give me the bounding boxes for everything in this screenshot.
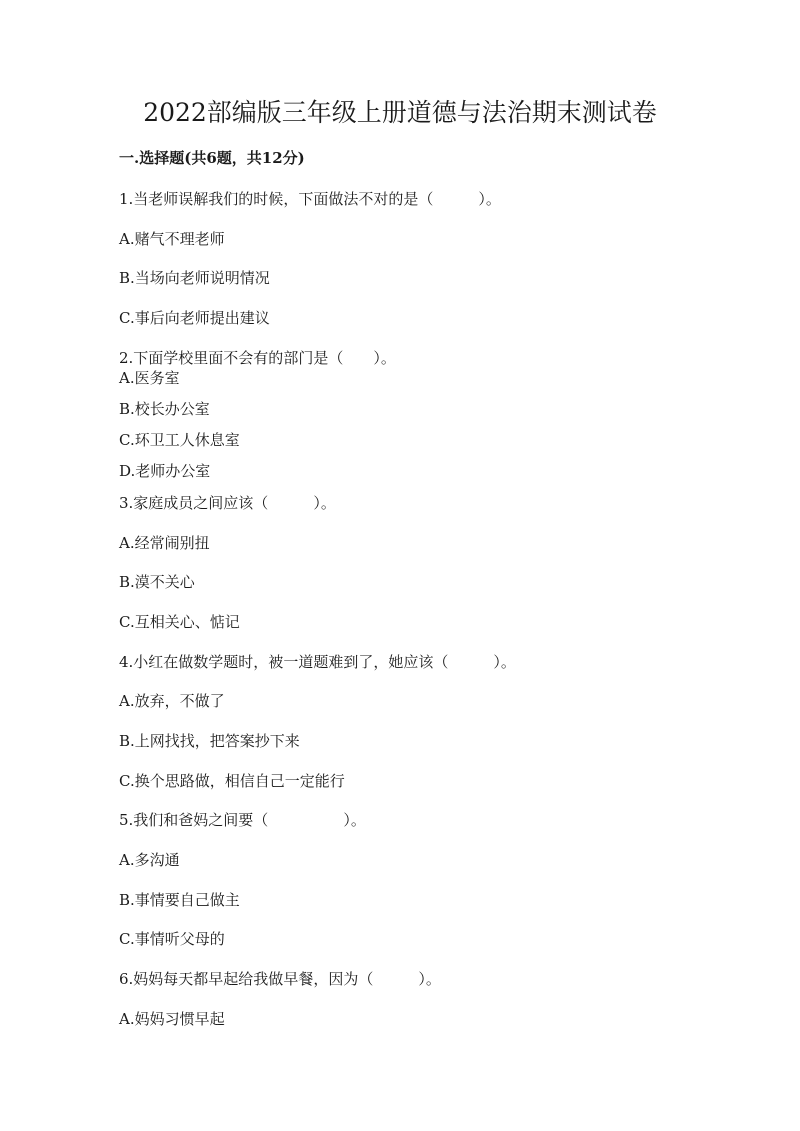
question-3-option-b: B.漠不关心 bbox=[119, 573, 195, 591]
question-4-option-b: B.上网找找，把答案抄下来 bbox=[119, 732, 300, 750]
question-5-stem: 5.我们和爸妈之间要（ ）。 bbox=[119, 811, 366, 829]
question-4-stem: 4.小红在做数学题时，被一道题难到了，她应该（ ）。 bbox=[119, 653, 516, 671]
question-5-option-b: B.事情要自己做主 bbox=[119, 891, 240, 909]
section-heading: 一.选择题(共6题，共12分) bbox=[119, 149, 305, 167]
question-1-option-a: A.赌气不理老师 bbox=[119, 230, 225, 248]
question-1-option-b: B.当场向老师说明情况 bbox=[119, 269, 270, 287]
question-6-stem: 6.妈妈每天都早起给我做早餐，因为（ ）。 bbox=[119, 970, 441, 988]
question-5-option-c: C.事情听父母的 bbox=[119, 930, 225, 948]
question-3-option-a: A.经常闹别扭 bbox=[119, 534, 210, 552]
question-2-option-d: D.老师办公室 bbox=[119, 462, 211, 480]
question-4-option-a: A.放弃，不做了 bbox=[119, 692, 225, 710]
exam-title: 2022部编版三年级上册道德与法治期末测试卷 bbox=[143, 98, 657, 127]
question-2-stem: 2.下面学校里面不会有的部门是（ ）。 bbox=[119, 349, 396, 367]
question-1-option-c: C.事后向老师提出建议 bbox=[119, 309, 270, 327]
question-6-option-a: A.妈妈习惯早起 bbox=[119, 1010, 225, 1028]
question-5-option-a: A.多沟通 bbox=[119, 851, 180, 869]
question-2-option-c: C.环卫工人休息室 bbox=[119, 431, 240, 449]
question-4-option-c: C.换个思路做，相信自己一定能行 bbox=[119, 772, 345, 790]
question-2-option-a: A.医务室 bbox=[119, 369, 180, 387]
question-3-stem: 3.家庭成员之间应该（ ）。 bbox=[119, 494, 336, 512]
question-1-stem: 1.当老师误解我们的时候，下面做法不对的是（ ）。 bbox=[119, 190, 501, 208]
question-3-option-c: C.互相关心、惦记 bbox=[119, 613, 240, 631]
question-2-option-b: B.校长办公室 bbox=[119, 400, 210, 418]
